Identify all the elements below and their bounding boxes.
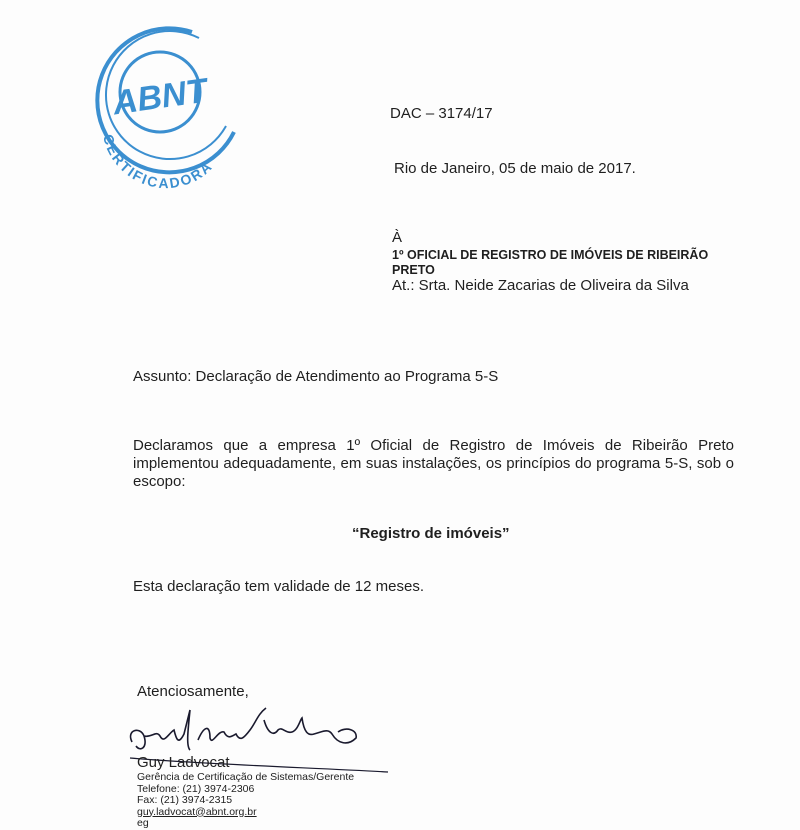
scope-title: “Registro de imóveis” [352,525,510,542]
document-reference: DAC – 3174/17 [390,105,493,122]
signer-email[interactable]: guy.ladvocat@abnt.org.br [137,805,257,818]
signer-name: Guy Ladvocat [137,754,230,771]
svg-text:CERTIFICADORA: CERTIFICADORA [99,132,216,190]
typist-initials: eg [137,817,149,829]
place-date: Rio de Janeiro, 05 de maio de 2017. [394,160,636,177]
closing-salutation: Atenciosamente, [137,683,249,700]
attention-line: At.: Srta. Neide Zacarias de Oliveira da Silva [392,277,689,294]
abnt-certificadora-logo [74,12,246,190]
declaration-paragraph: Declaramos que a empresa 1º Oficial de Registro de Imóveis de Ribeirão Preto implementou adequadamente, em suas instalações, os princípios do programa 5-S, sob o escopo: [133,437,734,490]
svg-text:ABNT: ABNT [110,71,210,123]
signer-role: Gerência de Certificação de Sistemas/Gerente [137,771,355,783]
recipient-prefix: À [392,229,403,246]
signer-phone: Telefone: (21) 3974-2306 [137,782,255,795]
subject-line: Assunto: Declaração de Atendimento ao Programa 5-S [133,368,499,385]
signer-contact-block [137,772,354,830]
validity-statement: Esta declaração tem validade de 12 meses. [133,578,424,595]
signer-fax: Fax: (21) 3974-2315 [137,794,233,806]
recipient-name: 1º OFICIAL DE REGISTRO DE IMÓVEIS DE RIBEIRÃO PRETO [392,248,709,277]
